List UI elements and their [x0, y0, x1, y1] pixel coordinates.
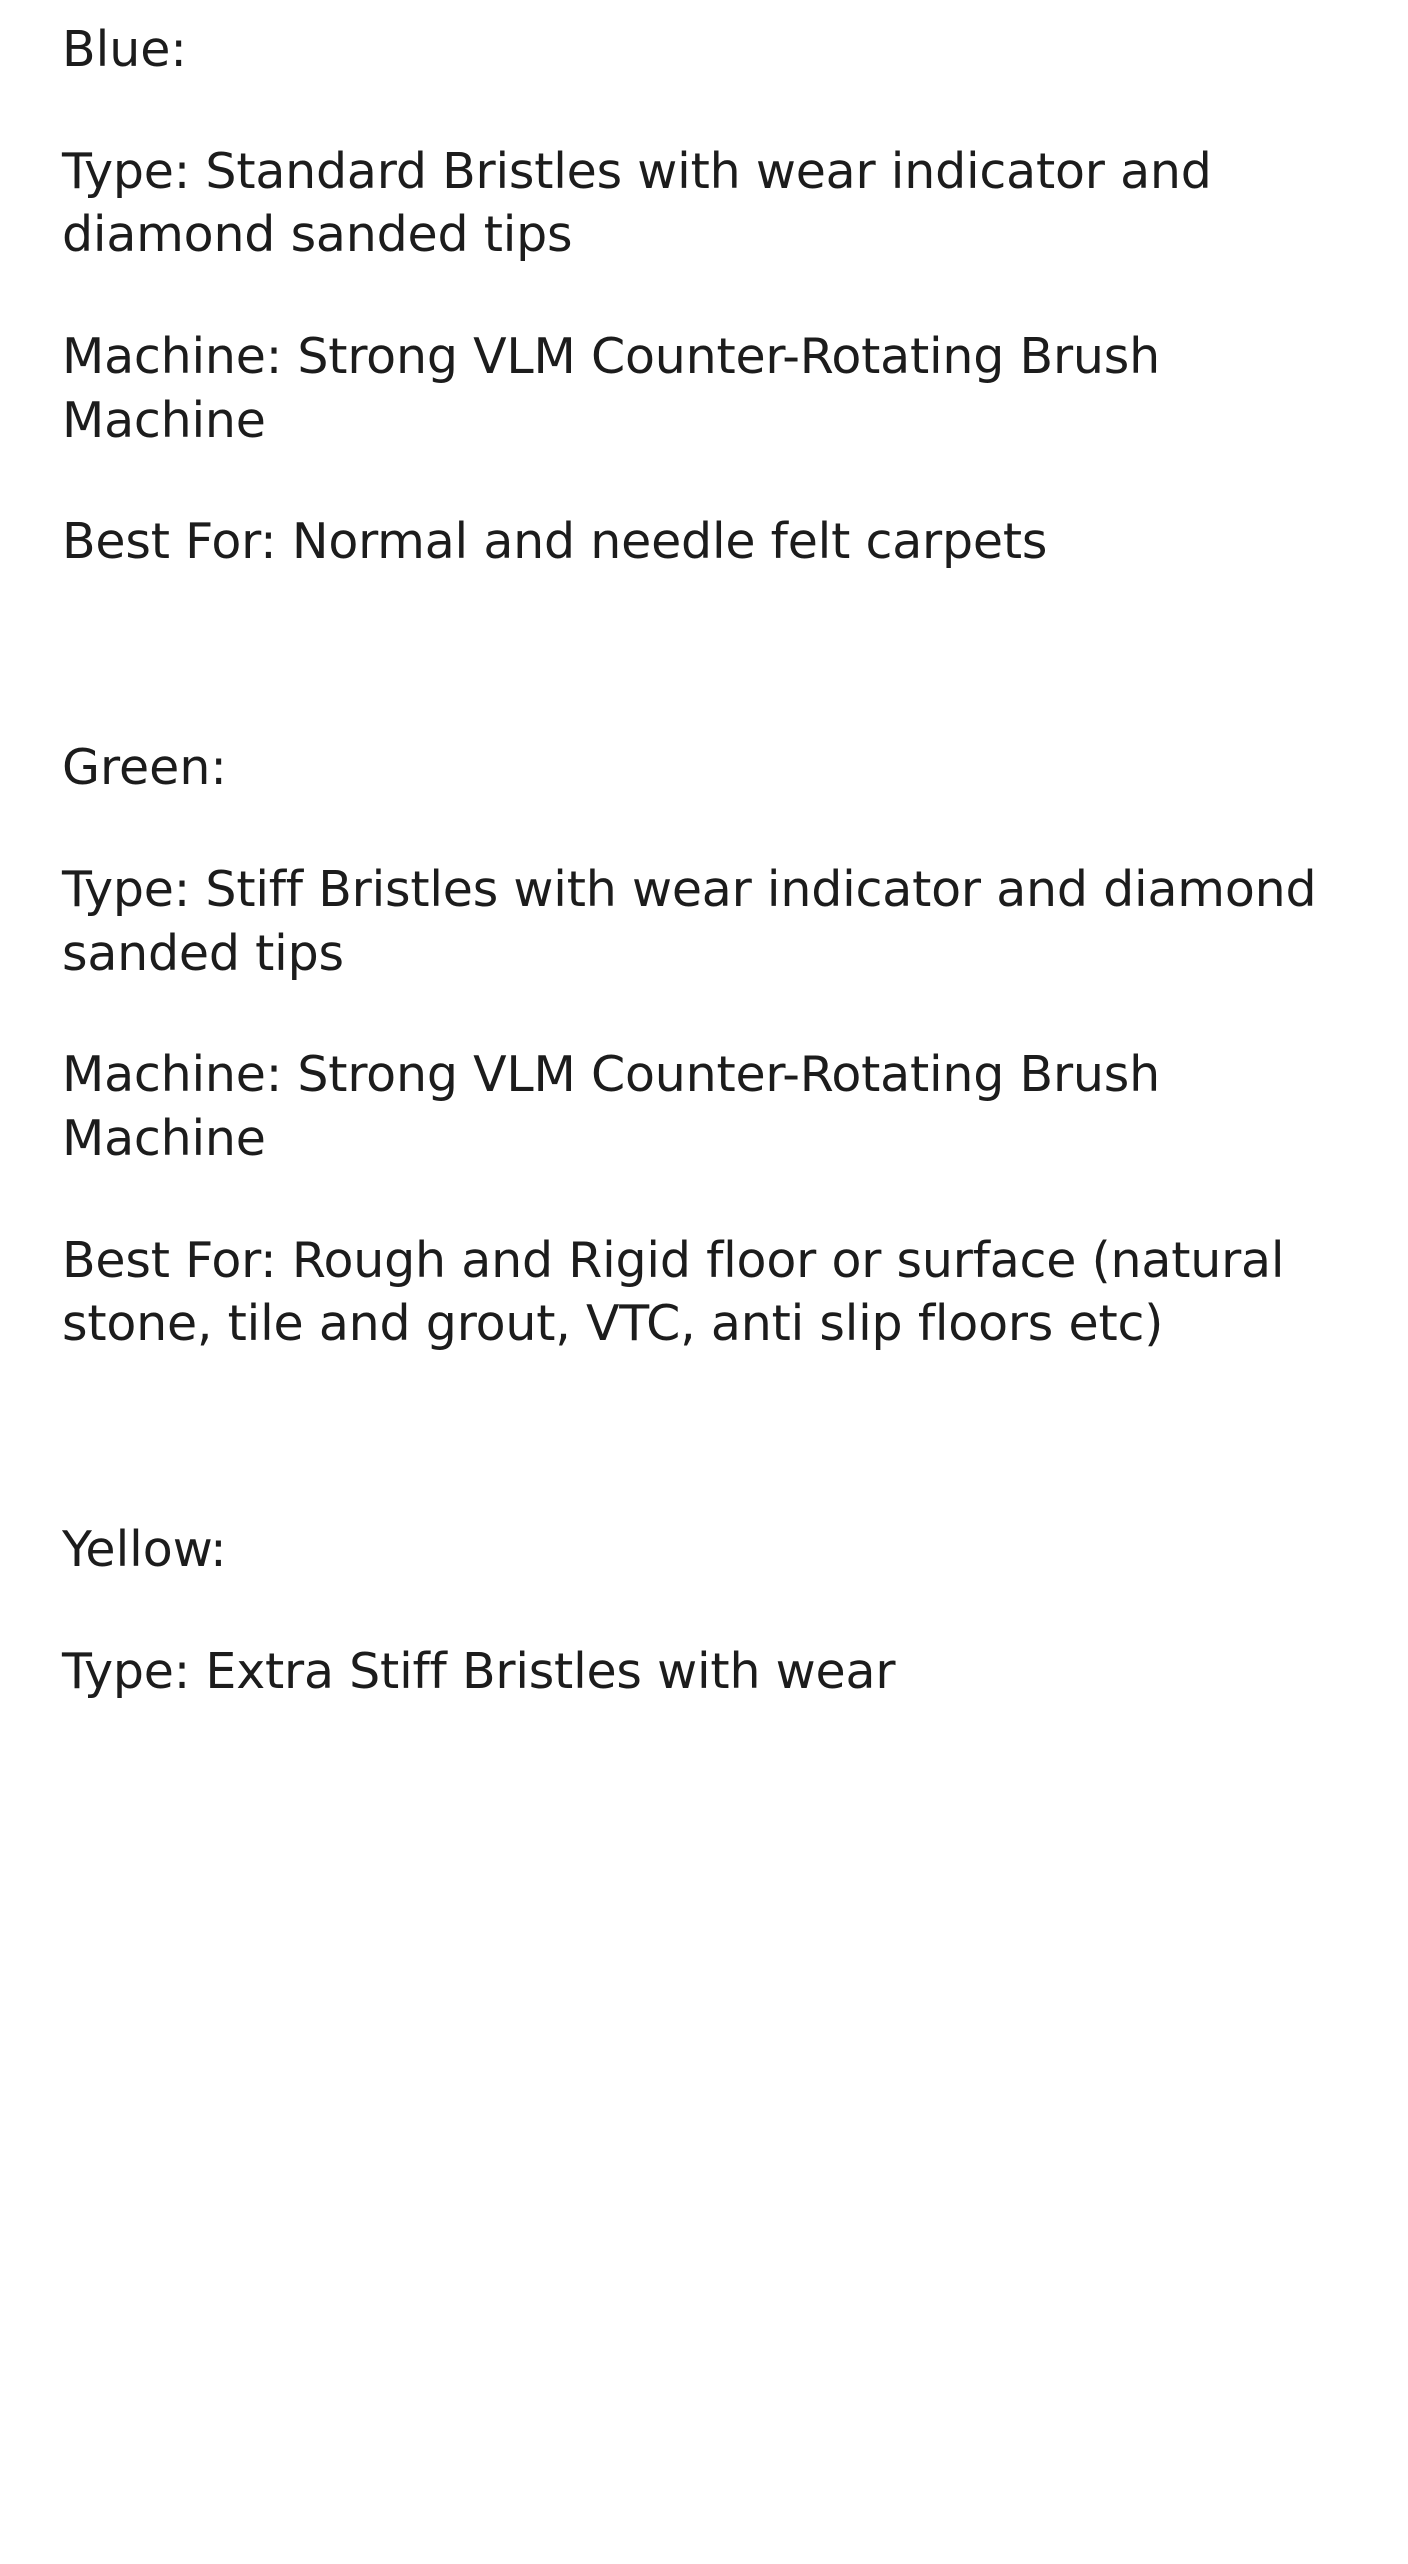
green-best-for-line: Best For: Rough and Rigid floor or surface (natural stone, tile and grout, VTC, anti slip floors etc) [62, 1231, 1285, 1353]
section-heading-green: Green: [62, 739, 227, 797]
section-spacer-1 [62, 632, 1348, 736]
section-heading-blue: Blue: [62, 21, 187, 78]
blue-machine-line: Machine: Strong VLM Counter-Rotating Brush Machine [62, 328, 1160, 449]
section-spacer-2 [62, 1414, 1348, 1518]
blue-best-for-line: Best For: Normal and needle felt carpets [62, 513, 1048, 571]
green-machine-line: Machine: Strong VLM Counter-Rotating Brush Machine [62, 1046, 1160, 1167]
section-heading-yellow: Yellow: [62, 1520, 227, 1578]
green-type-line: Type: Stiff Bristles with wear indicator and diamond sanded tips [62, 860, 1317, 982]
yellow-type-line: Type: Extra Stiff Bristles with wear [62, 1642, 896, 1700]
blue-type-line: Type: Standard Bristles with wear indicator and diamond sanded tips [62, 142, 1212, 264]
